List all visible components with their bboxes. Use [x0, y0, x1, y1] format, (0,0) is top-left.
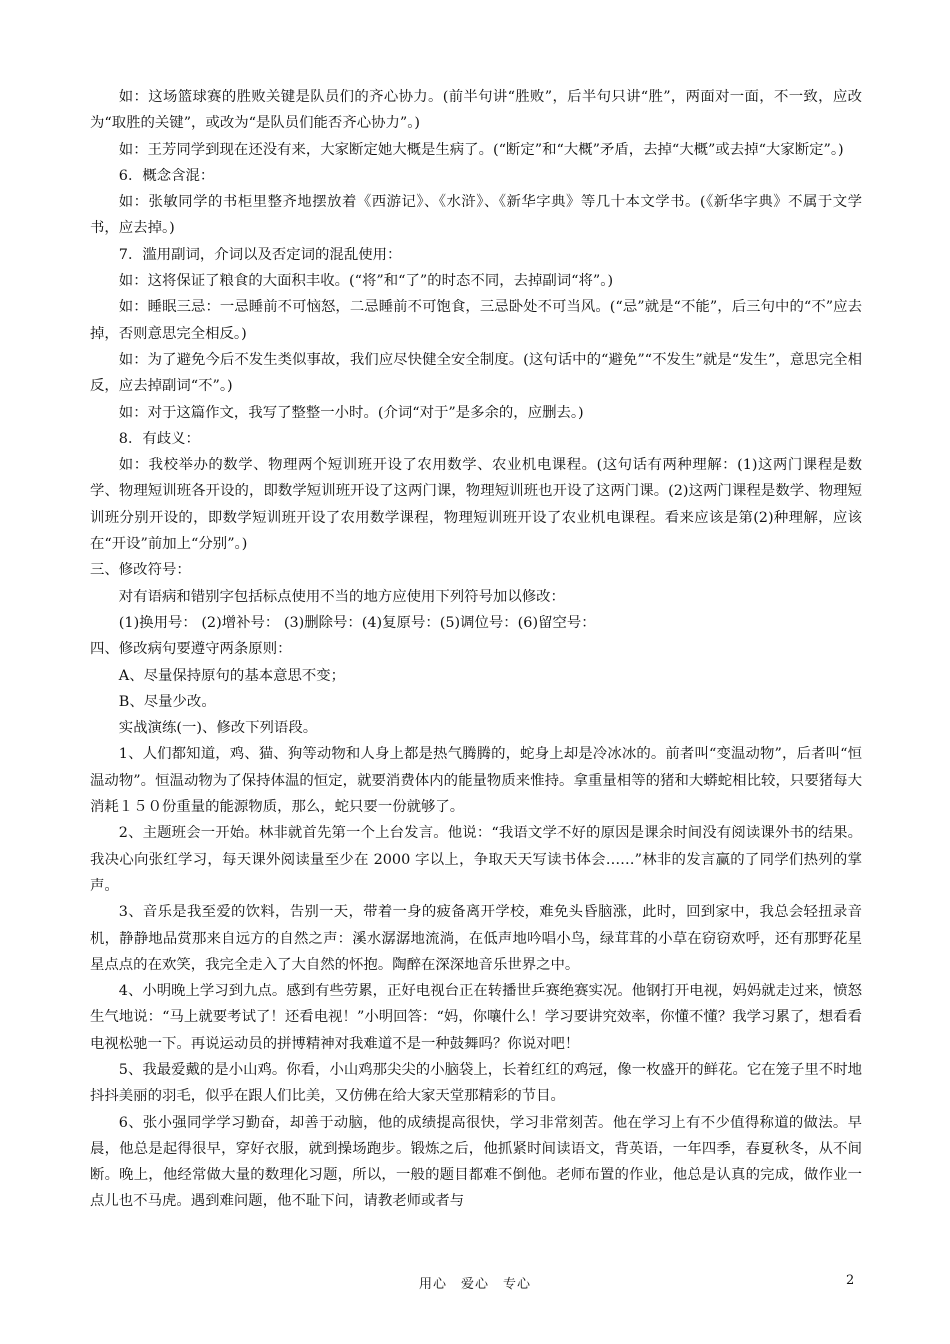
paragraph: 5、我最爱戴的是小山鸡。你看，小山鸡那尖尖的小脑袋上，长着红红的鸡冠，像一枚盛开的鲜花。它在笼子里不时地抖抖美丽的羽毛，似乎在跟人们比美，又仿佛在给大家天堂那精彩的节目。	[90, 1061, 862, 1105]
paragraph: 2、主题班会一开始。林非就首先第一个上台发言。他说：“我语文学不好的原因是课余时间没有阅读课外书的结果。我决心向张红学习，每天课外阅读量至少在 2000 字以上，争取天天写读书体会……”林非的发言赢的了同学们热列的掌声。	[90, 825, 862, 894]
paragraph: 如：我校举办的数学、物理两个短训班开设了农用数学、农业机电课程。(这句话有两种理解：(1)这两门课程是数学、物理短训班各开设的，即数学短训班开设了这两门课，物理短训班也开设了这两门课。(2)这两门课程是数学、物理短训班分别开设的，即数学短训班开设了农用数学课程，物理短训班开设了农业机电课程。看来应该是第(2)种理解，应该在“开设”前加上“分别”。)	[90, 457, 862, 553]
paragraph: 4、小明晚上学习到九点。感到有些劳累，正好电视台正在转播世乒赛绝赛实况。他钢打开电视，妈妈就走过来，愤怒生气地说：“马上就要考试了！还看电视！”小明回答：“妈，你嚷什么！学习要讲究效率，你懂不懂？我学习累了，想看看电视松驰一下。再说运动员的拼博精神对我难道不是一种鼓舞吗？你说对吧！	[90, 983, 862, 1052]
paragraph: 如：张敏同学的书柜里整齐地摆放着《西游记》、《水浒》、《新华字典》等几十本文学书。(《新华字典》不属于文学书，应去掉。)	[90, 194, 862, 237]
paragraph: (1)换用号： (2)增补号： (3)删除号：(4)复原号：(5)调位号：(6)留空号：	[118, 614, 596, 631]
paragraph: 如：王芳同学到现在还没有来，大家断定她大概是生病了。(“断定”和“大概”矛盾，去掉“大概”或去掉“大家断定”。)	[118, 141, 844, 158]
footer-motto: 用心 爱心 专心	[418, 1277, 531, 1292]
paragraph: 如：对于这篇作文，我写了整整一小时。(介词“对于”是多余的，应删去。)	[118, 404, 584, 421]
paragraph: A、尽量保持原句的基本意思不变；	[118, 667, 346, 684]
paragraph: 如：为了避免今后不发生类似事故，我们应尽快健全安全制度。(这句话中的“避免”“不发生”就是“发生”，意思完全相反，应去掉副词“不”。)	[90, 351, 862, 395]
paragraph: 如：睡眠三忌：一忌睡前不可恼怒，二忌睡前不可饱食，三忌卧处不可当风。(“忌”就是“不能”，后三句中的“不”应去掉，否则意思完全相反。)	[90, 299, 862, 342]
paragraph: 如：这场篮球赛的胜败关键是队员们的齐心协力。(前半句讲“胜败”，后半句只讲“胜”，两面对一面，不一致，应改为“取胜的关键”，或改为“是队员们能否齐心协力”。)	[90, 89, 862, 132]
paragraph: 6．概念含混：	[118, 167, 215, 184]
document-body	[90, 84, 862, 1215]
paragraph: B、尽量少改。	[118, 693, 216, 710]
paragraph: 8．有歧义：	[118, 430, 200, 447]
paragraph: 三、修改符号：	[90, 562, 191, 579]
paragraph: 3、音乐是我至爱的饮料，告别一天，带着一身的疲备离开学校，难免头昏脑涨，此时，回到家中，我总会轻扭录音机，静静地品赏那来自远方的自然之声：溪水潺潺地流淌，在低声地吟唱小鸟，绿茸茸的小草在窃窃欢呼，还有那野花星星点点的在欢笑，我完全走入了大自然的怀抱。陶醉在深深地音乐世界之中。	[90, 904, 862, 973]
paragraph: 6、张小强同学学习勤奋，却善于动脑，他的成绩提高很快，学习非常刻苦。他在学习上有不少值得称道的做法。早晨，他总是起得很早，穿好衣服，就到操场跑步。锻炼之后，他抓紧时间读语文，背英语，一年四季，春夏秋冬，从不间断。晚上，他经常做大量的数理化习题，所以，一般的题目都难不倒他。老师布置的作业，他总是认真的完成，做作业一点儿也不马虎。遇到难问题，他不耻下问，请教老师或者与	[90, 1114, 862, 1210]
paragraph: 四、修改病句要遵守两条原则：	[90, 641, 292, 658]
paragraph: 1、人们都知道，鸡、猫、狗等动物和人身上都是热气腾腾的，蛇身上却是冷冰冰的。前者叫“变温动物”，后者叫“恒温动物”。恒温动物为了保持体温的恒定，就要消费体内的能量物质来惟持。拿重量相等的猪和大蟒蛇相比较，只要猪每大消耗１５０份重量的能源物质，那么，蛇只要一份就够了。	[90, 746, 862, 816]
paragraph: 7．滥用副词，介词以及否定词的混乱使用：	[118, 246, 402, 263]
paragraph: 如：这将保证了粮食的大面积丰收。(“将”和“了”的时态不同，去掉副词“将”。)	[118, 273, 614, 290]
paragraph: 对有语病和错别字包括标点使用不当的地方应使用下列符号加以修改：	[118, 588, 565, 605]
page-number: 2	[846, 1273, 855, 1288]
paragraph: 实战演练(一)、修改下列语段。	[118, 720, 318, 737]
